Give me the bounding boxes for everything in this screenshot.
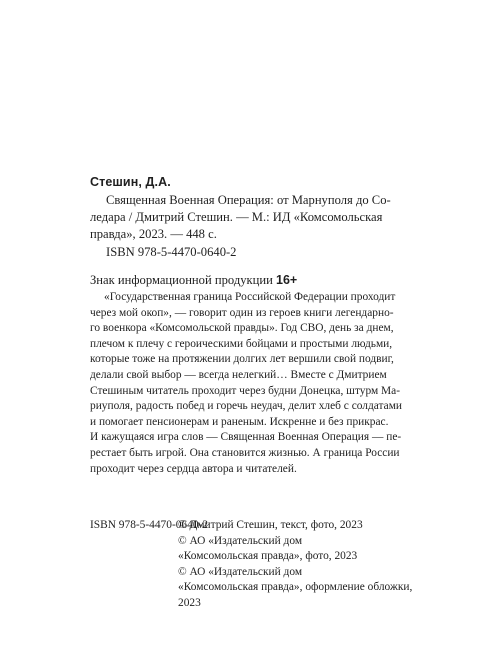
annotation-line: через мой окоп», — говорит один из героев книги легендарно-: [90, 306, 394, 319]
annotation-line: и помогает пенсионерам и раненым. Искренне и без прикрас.: [90, 415, 389, 428]
annotation-line: И кажущаяся игра слов — Священная Военная Операция — пе-: [90, 431, 402, 444]
copyright-line: © АО «Издательский дом: [178, 565, 303, 578]
copyright-line: «Комсомольская правда», оформление обложки,: [178, 581, 413, 594]
copyright-line: «Комсомольская правда», фото, 2023: [178, 550, 358, 563]
info-product-label: Знак информационной продукции: [90, 273, 277, 287]
copyright-lines: [178, 518, 412, 612]
copyright-line: © АО «Издательский дом: [178, 534, 303, 547]
annotation-line: го военкора «Комсомольской правды». Год СВО, день за днем,: [90, 322, 394, 335]
annotation-line: Стешиным читатель проходит через будни Донецка, штурм Ма-: [90, 384, 401, 397]
annotation-line: плечом к плечу с героическими бойцами и простыми людьми,: [90, 337, 393, 350]
isbn-copyright: ISBN 978-5-4470-0640-2: [90, 519, 209, 531]
annotation-line: которые тоже на протяжении долгих лет вершили свой подвиг,: [90, 353, 394, 366]
info-product-mark: [90, 273, 297, 288]
author-name: Стешин, Д.А.: [90, 175, 171, 189]
copyright-line: © Дмитрий Стешин, текст, фото, 2023: [178, 519, 363, 531]
bibliographic-description: [90, 192, 410, 243]
biblio-line: правда», 2023. — 448 с.: [90, 227, 217, 241]
copyright-block: [90, 518, 412, 612]
annotation: [90, 290, 420, 477]
annotation-line: «Государственная граница Российской Федерации проходит: [104, 291, 396, 303]
copyright-line: 2023: [178, 596, 201, 609]
annotation-line: рестает быть игрой. Она становится жизнью. А граница России: [90, 446, 400, 459]
age-rating: 16+: [276, 273, 298, 287]
isbn-main: ISBN 978-5-4470-0640-2: [106, 245, 237, 259]
annotation-line: риуполя, радость побед и горечь неудач, делит хлеб с солдатами: [90, 400, 403, 413]
biblio-line: ледара / Дмитрий Стешин. — М.: ИД «Комсомольская: [90, 210, 383, 224]
annotation-line: проходит через сердца автора и читателей.: [90, 462, 297, 475]
biblio-line: Священная Военная Операция: от Марнуполя до Со-: [106, 193, 391, 207]
annotation-line: делали свой выбор — всегда нелегкий… Вместе с Дмитрием: [90, 368, 387, 381]
